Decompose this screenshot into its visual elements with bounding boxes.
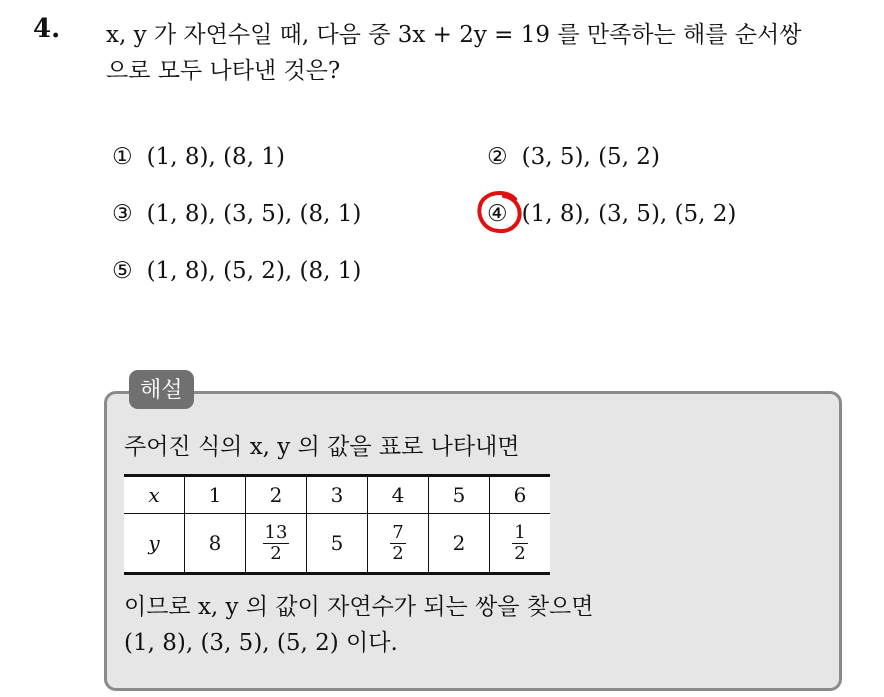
fraction-denominator: 2 (270, 542, 282, 564)
choice-1[interactable] (112, 144, 285, 170)
table-cell (246, 514, 307, 574)
cell-value: 5 (330, 531, 344, 555)
question-text-line1: x, y 가 자연수일 때, 다음 중 3x + 2y = 19 를 만족하는 해를 순서쌍 (106, 22, 802, 48)
choice-2-mark: ② (487, 144, 508, 170)
fraction (390, 523, 405, 564)
cell-value: 2 (452, 531, 466, 555)
fraction-numerator: 13 (264, 521, 288, 543)
choice-3-mark: ③ (112, 201, 133, 227)
answer-circle-annotation (475, 189, 525, 235)
table-cell: 1 (185, 476, 246, 514)
cell-value: 8 (208, 531, 222, 555)
choice-1-mark: ① (112, 144, 133, 170)
table-cell (307, 514, 368, 574)
choice-4-text: (1, 8), (3, 5), (5, 2) (521, 201, 737, 227)
choice-3[interactable] (112, 201, 361, 227)
table-cell: 6 (490, 476, 551, 514)
question-text-line2: 으로 모두 나타낸 것은? (106, 58, 341, 84)
solution-intro: 주어진 식의 x, y 의 값을 표로 나타내면 (124, 434, 520, 460)
table-cell (429, 514, 490, 574)
table-cell: 2 (246, 476, 307, 514)
fraction-numerator: 1 (514, 521, 526, 543)
choice-5-mark: ⑤ (112, 258, 133, 284)
choice-2-text: (3, 5), (5, 2) (521, 144, 660, 170)
table-cell (368, 514, 429, 574)
choice-1-text: (1, 8), (8, 1) (146, 144, 285, 170)
table-row-x (124, 476, 550, 514)
table-cell: 4 (368, 476, 429, 514)
fraction-numerator: 7 (392, 521, 404, 543)
choice-4-mark: ④ (487, 201, 508, 227)
table-row-y (124, 514, 550, 574)
table-cell (185, 514, 246, 574)
solution-conclusion-line2: (1, 8), (3, 5), (5, 2) 이다. (124, 630, 398, 656)
table-cell: 3 (307, 476, 368, 514)
fraction-denominator: 2 (514, 542, 526, 564)
table-header-x: x (124, 476, 185, 514)
table-header-y: y (124, 514, 185, 574)
choice-3-text: (1, 8), (3, 5), (8, 1) (146, 201, 362, 227)
table-cell: 5 (429, 476, 490, 514)
question-number: 4. (33, 14, 61, 44)
solution-tab: 해설 (129, 370, 194, 409)
choice-5[interactable] (112, 258, 361, 284)
fraction (512, 523, 527, 564)
fraction (263, 523, 290, 564)
value-table (124, 474, 550, 575)
choice-5-text: (1, 8), (5, 2), (8, 1) (146, 258, 362, 284)
choice-2[interactable] (487, 144, 660, 170)
fraction-denominator: 2 (392, 542, 404, 564)
solution-conclusion-line1: 이므로 x, y 의 값이 자연수가 되는 쌍을 찾으면 (124, 594, 594, 620)
table-cell (490, 514, 551, 574)
